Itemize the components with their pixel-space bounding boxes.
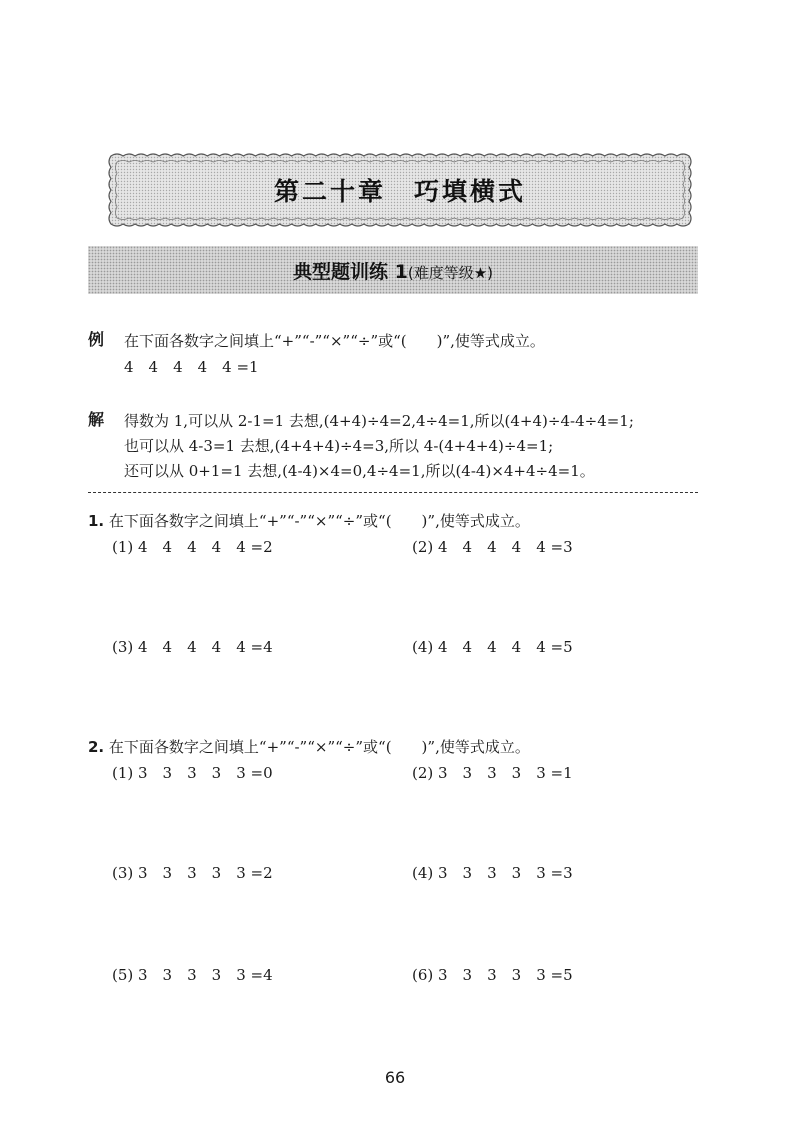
problem-text: 在下面各数字之间填上“+”“-”“×”“÷”或“( )”,使等式成立。 bbox=[104, 512, 530, 530]
problem-1-item-3: (3) 4 4 4 4 4 =4 bbox=[112, 638, 273, 656]
example-equation: 4 4 4 4 4 =1 bbox=[124, 358, 259, 376]
problem-1-item-2: (2) 4 4 4 4 4 =3 bbox=[412, 538, 573, 556]
section-header bbox=[88, 246, 698, 294]
solution-label: 解 bbox=[88, 410, 105, 429]
problem-2-item-6: (6) 3 3 3 3 3 =5 bbox=[412, 966, 573, 984]
problem-text: 在下面各数字之间填上“+”“-”“×”“÷”或“( )”,使等式成立。 bbox=[104, 738, 530, 756]
section-difficulty: (难度等级★) bbox=[407, 263, 493, 282]
problem-1-item-1: (1) 4 4 4 4 4 =2 bbox=[112, 538, 273, 556]
problem-number: 2. bbox=[88, 738, 105, 756]
problem-2-question bbox=[88, 737, 530, 757]
problem-number: 1. bbox=[88, 512, 105, 530]
section-title-text: 典型题训练 1 bbox=[293, 260, 408, 283]
problem-2-item-4: (4) 3 3 3 3 3 =3 bbox=[412, 864, 573, 882]
problem-2-item-1: (1) 3 3 3 3 3 =0 bbox=[112, 764, 273, 782]
example-question: 在下面各数字之间填上“+”“-”“×”“÷”或“( )”,使等式成立。 bbox=[124, 332, 545, 350]
problem-1-item-4: (4) 4 4 4 4 4 =5 bbox=[412, 638, 573, 656]
problem-2-item-3: (3) 3 3 3 3 3 =2 bbox=[112, 864, 273, 882]
problem-2-item-5: (5) 3 3 3 3 3 =4 bbox=[112, 966, 273, 984]
section-title bbox=[293, 257, 493, 284]
problem-2-item-2: (2) 3 3 3 3 3 =1 bbox=[412, 764, 573, 782]
example-label: 例 bbox=[88, 330, 105, 349]
chapter-title: 第二十章 巧填横式 bbox=[273, 177, 526, 206]
solution-line: 还可以从 0+1=1 去想,(4-4)×4=0,4÷4=1,所以(4-4)×4+4÷4=1。 bbox=[124, 462, 595, 480]
section-divider bbox=[88, 492, 698, 493]
page-number: 66 bbox=[384, 1068, 406, 1087]
solution-line: 也可以从 4-3=1 去想,(4+4+4)÷4=3,所以 4-(4+4+4)÷4=1; bbox=[124, 437, 554, 455]
solution-line: 得数为 1,可以从 2-1=1 去想,(4+4)÷4=2,4÷4=1,所以(4+4)÷4-4÷4=1; bbox=[124, 412, 634, 430]
problem-1-question bbox=[88, 511, 530, 531]
chapter-banner bbox=[105, 150, 695, 230]
